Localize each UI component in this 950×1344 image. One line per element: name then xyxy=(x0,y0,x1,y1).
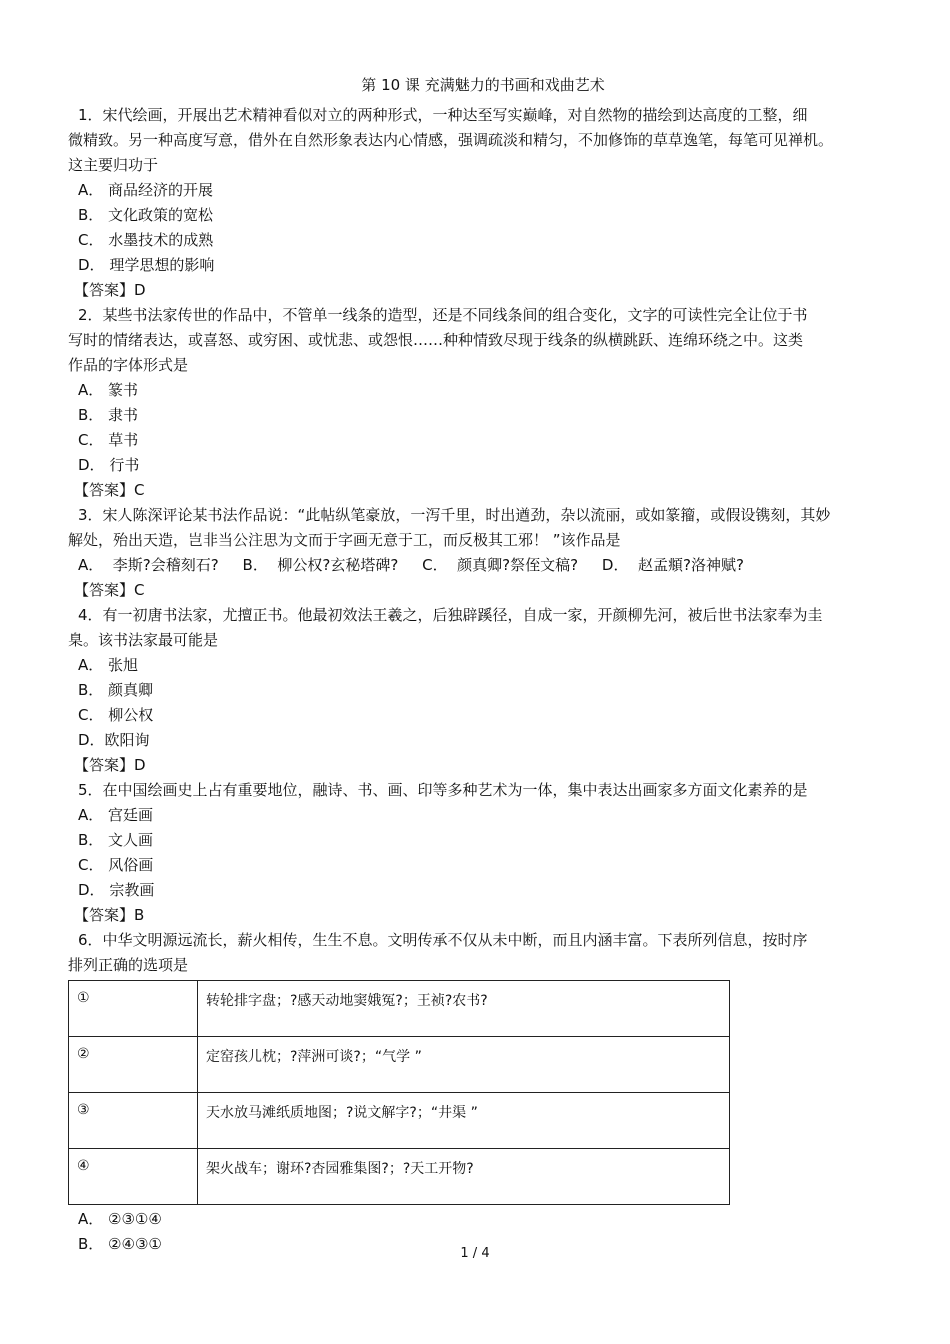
table-row xyxy=(69,1037,730,1093)
question-6-option-a: A． ②③①④ xyxy=(78,1210,162,1228)
question-2 xyxy=(68,303,898,503)
question-1-option-b: B． 文化政策的宽松 xyxy=(78,206,214,224)
question-5-stem-line-1: 5．在中国绘画史上占有重要地位，融诗、书、画、印等多种艺术为一体，集中表达出画家多方面文化素养的是 xyxy=(78,781,808,799)
question-5-option-d: D． 宗教画 xyxy=(78,881,155,899)
question-5 xyxy=(68,778,898,928)
question-4-option-a: A． 张旭 xyxy=(78,656,139,674)
question-3-answer: 【答案】C xyxy=(74,581,145,599)
question-2-option-b: B． 隶书 xyxy=(78,406,139,424)
question-4-stem-line-1: 4．有一初唐书法家，尤擅正书。他最初效法王羲之，后独辟蹊径，自成一家，开颜柳先河，被后世书法家奉为圭 xyxy=(78,606,823,624)
question-1 xyxy=(68,103,898,303)
table-cell-number: ② xyxy=(69,1037,198,1093)
question-6 xyxy=(68,928,898,1257)
table-cell-number: ④ xyxy=(69,1149,198,1205)
question-4-answer: 【答案】D xyxy=(74,756,146,774)
question-1-option-d: D． 理学思想的影响 xyxy=(78,256,215,274)
table-cell-number: ① xyxy=(69,981,198,1037)
question-5-answer: 【答案】B xyxy=(74,906,145,924)
question-5-option-b: B． 文人画 xyxy=(78,831,154,849)
question-2-option-a: A． 篆书 xyxy=(78,381,139,399)
question-5-option-a: A． 宫廷画 xyxy=(78,806,154,824)
document-page xyxy=(68,68,898,1257)
question-1-option-a: A． 商品经济的开展 xyxy=(78,181,214,199)
question-1-option-c: C． 水墨技术的成熟 xyxy=(78,231,214,249)
question-1-stem-line-1: 1．宋代绘画，开展出艺术精神看似对立的两种形式，一种达至写实巅峰，对自然物的描绘到达高度的工整，细 xyxy=(78,106,808,124)
question-6-stem-line-2: 排列正确的选项是 xyxy=(68,956,189,974)
question-4 xyxy=(68,603,898,778)
question-1-stem-line-3: 这主要归功于 xyxy=(68,156,159,174)
question-2-option-d: D． 行书 xyxy=(78,456,140,474)
question-3 xyxy=(68,503,898,603)
question-2-option-c: C． 草书 xyxy=(78,431,139,449)
table-cell-text: 转轮排字盘；?感天动地窦娥冤?；王祯?农书? xyxy=(198,981,730,1037)
question-6-info-table xyxy=(68,980,730,1205)
question-3-options: A． 李斯?会稽刻石? B． 柳公权?玄秘塔碑? C． 颜真卿?祭侄文稿? D． 赵孟頫?洛神赋? xyxy=(78,556,744,574)
table-row xyxy=(69,981,730,1037)
question-2-stem-line-1: 2．某些书法家传世的作品中，不管单一线条的造型，还是不同线条间的组合变化，文字的可读性完全让位于书 xyxy=(78,306,808,324)
table-cell-text: 天水放马滩纸质地图；?说文解字?；“井渠 ” xyxy=(198,1093,730,1149)
question-6-stem-line-1: 6．中华文明源远流长，薪火相传，生生不息。文明传承不仅从未中断，而且内涵丰富。下表所列信息，按时序 xyxy=(78,931,808,949)
question-1-stem-line-2: 微精致。另一种高度写意，借外在自然形象表达内心情感，强调疏淡和精匀，不加修饰的草草逸笔，每笔可见禅机。 xyxy=(68,131,834,149)
page-number: 1 / 4 xyxy=(460,1246,490,1261)
question-1-answer: 【答案】D xyxy=(74,281,146,299)
table-row xyxy=(69,1149,730,1205)
question-4-stem-line-2: 臬。该书法家最可能是 xyxy=(68,631,219,649)
question-3-stem-line-1: 3．宋人陈深评论某书法作品说：“此帖纵笔豪放，一泻千里，时出遒劲，杂以流丽，或如篆籀，或假设镌刻，其妙 xyxy=(78,506,831,524)
table-cell-text: 架火战车；谢环?杏园雅集图?；?天工开物? xyxy=(198,1149,730,1205)
question-4-option-d: D．欧阳询 xyxy=(78,731,150,749)
question-4-option-b: B． 颜真卿 xyxy=(78,681,154,699)
question-2-stem-line-3: 作品的字体形式是 xyxy=(68,356,189,374)
lesson-title: 第 10 课 充满魅力的书画和戏曲艺术 xyxy=(361,76,605,94)
question-2-answer: 【答案】C xyxy=(74,481,145,499)
table-row xyxy=(69,1093,730,1149)
question-4-option-c: C． 柳公权 xyxy=(78,706,154,724)
table-cell-number: ③ xyxy=(69,1093,198,1149)
question-6-option-b: B． ②④③① xyxy=(78,1235,162,1253)
question-3-stem-line-2: 解处，殆出天造，岂非当公注思为文而于字画无意于工，而反极其工邪！ ”该作品是 xyxy=(68,531,621,549)
question-2-stem-line-2: 写时的情绪表达，或喜怒、或穷困、或忧悲、或怨恨……种种情致尽现于线条的纵横跳跃、连绵环绕之中。这类 xyxy=(68,331,804,349)
table-cell-text: 定窑孩儿枕；?萍洲可谈?；“气学 ” xyxy=(198,1037,730,1093)
question-5-option-c: C． 风俗画 xyxy=(78,856,154,874)
